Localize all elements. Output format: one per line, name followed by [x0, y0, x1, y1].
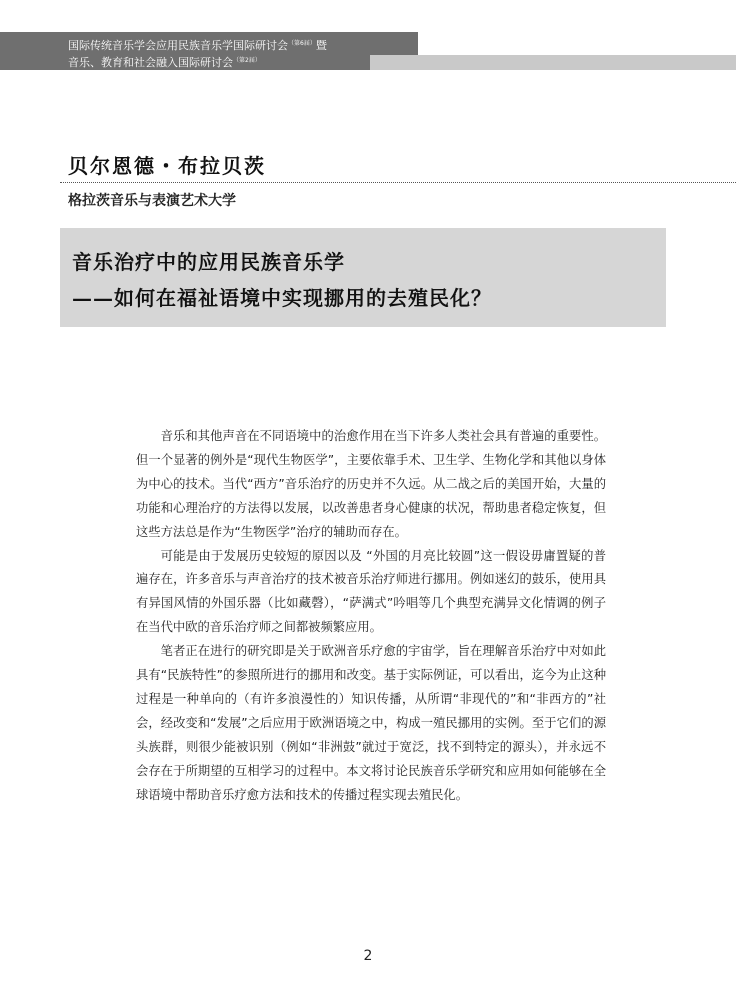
paragraph-1: 音乐和其他声音在不同语境中的治愈作用在当下许多人类社会具有普遍的重要性。但一个显著的例外是“现代生物医学”，主要依靠手术、卫生学、生物化学和其他以身体为中心的技术。当代“西方”音乐治疗的历史并不久远。从二战之后的美国开始，大量的功能和心理治疗的方法得以发展，以改善患者身心健康的状况，帮助患者稳定恢复，但这些方法总是作为“生物医学”治疗的辅助而存在。: [136, 429, 606, 539]
author-divider: [60, 182, 736, 183]
paragraph-3: 笔者正在进行的研究即是关于欧洲音乐疗愈的宇宙学，旨在理解音乐治疗中对如此具有“民族特性”的参照所进行的挪用和改变。基于实际例证，可以看出，迄今为止这种过程是一种单向的（有许多浪漫性的）知识传播，从所谓“非现代的”和“非西方的”社会，经改变和“发展”之后应用于欧洲语境之中，构成一殖民挪用的实例。至于它们的源头族群，则很少能被识别（例如“非洲鼓”就过于宽泛，找不到特定的源头），并永远不会存在于所期望的互相学习的过程中。本文将讨论民族音乐学研究和应用如何能够在全球语境中帮助音乐疗愈方法和技术的传播过程实现去殖民化。: [136, 644, 606, 802]
conference-conjunction: 暨: [315, 39, 327, 52]
author-name: 贝尔恩德・布拉贝茨: [68, 154, 266, 178]
conference-line-2: [68, 53, 327, 70]
edition-1: （第6届）: [288, 40, 316, 47]
edition-2: （第2届）: [233, 57, 261, 64]
title-box: [60, 228, 666, 327]
conference-name-2: 音乐、教育和社会融入国际研讨会: [68, 56, 233, 69]
abstract-body: [136, 425, 606, 808]
author-affiliation: 格拉茨音乐与表演艺术大学: [68, 193, 236, 209]
header-accent-bar: [370, 55, 736, 70]
article-title: 音乐治疗中的应用民族音乐学: [72, 250, 345, 274]
conference-header: [68, 36, 327, 70]
paragraph-2: 可能是由于发展历史较短的原因以及 “外国的月亮比较圆”这一假设毋庸置疑的普遍存在，许多音乐与声音治疗的技术被音乐治疗师进行挪用。例如迷幻的鼓乐，使用具有异国风情的外国乐器（比如藏磬），“萨满式”吟唱等几个典型充满异文化情调的例子在当代中欧的音乐治疗师之间都被频繁应用。: [136, 548, 606, 635]
conference-name-1: 国际传统音乐学会应用民族音乐学国际研讨会: [68, 39, 288, 52]
article-subtitle: ——如何在福祉语境中实现挪用的去殖民化？: [72, 286, 492, 310]
page-number: 2: [363, 948, 373, 964]
conference-line-1: [68, 36, 327, 53]
